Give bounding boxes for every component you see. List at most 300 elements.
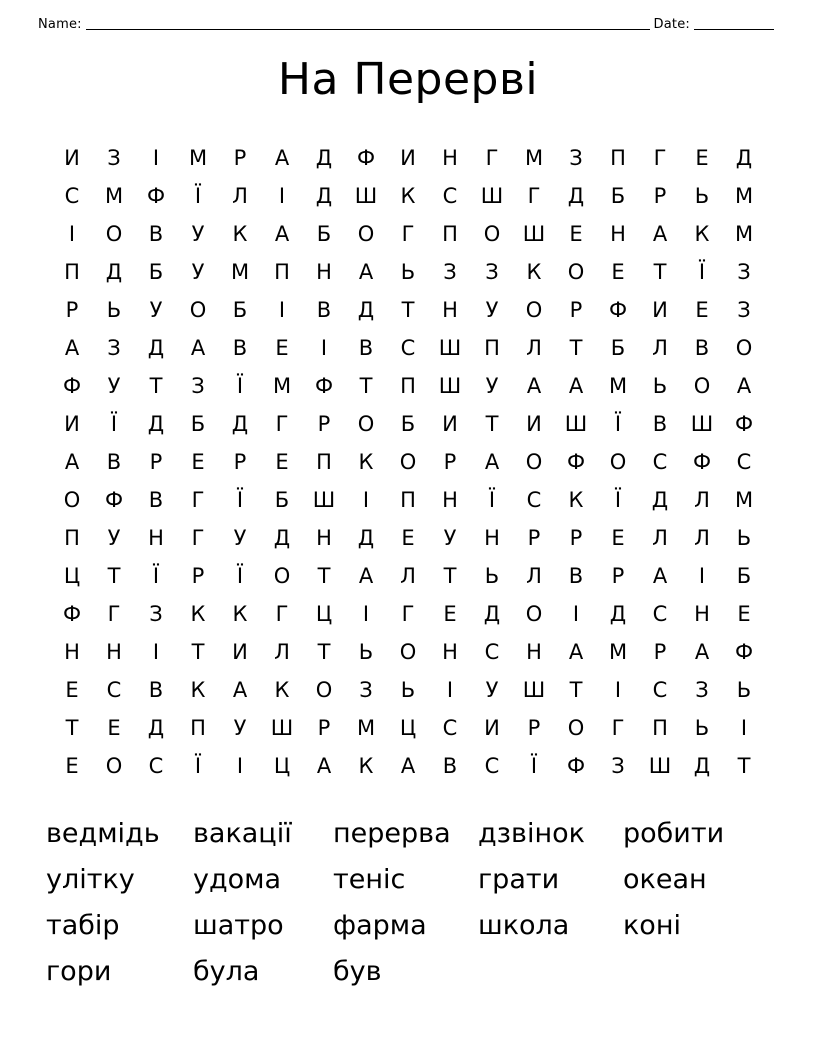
grid-cell[interactable]: П bbox=[484, 336, 500, 360]
grid-cell[interactable]: В bbox=[106, 450, 122, 474]
grid-cell[interactable]: І bbox=[278, 298, 286, 322]
grid-cell[interactable]: С bbox=[652, 678, 668, 702]
grid-cell[interactable]: И bbox=[400, 146, 416, 170]
grid-cell[interactable]: І bbox=[152, 640, 160, 664]
grid-cell[interactable]: Ф bbox=[356, 146, 376, 170]
grid-cell[interactable]: Д bbox=[315, 146, 333, 170]
grid-cell[interactable]: С bbox=[652, 450, 668, 474]
grid-cell[interactable]: Ь bbox=[106, 298, 122, 322]
grid-cell[interactable]: Г bbox=[485, 146, 499, 170]
grid-cell[interactable]: И bbox=[232, 640, 248, 664]
grid-cell[interactable]: В bbox=[148, 678, 164, 702]
grid-cell[interactable]: П bbox=[442, 222, 458, 246]
grid-cell[interactable]: Ш bbox=[312, 488, 336, 512]
grid-cell[interactable]: Н bbox=[484, 526, 500, 550]
grid-cell[interactable]: Ї bbox=[530, 754, 538, 778]
grid-cell[interactable]: Д bbox=[735, 146, 753, 170]
grid-cell[interactable]: Е bbox=[65, 754, 79, 778]
grid-cell[interactable]: Б bbox=[400, 412, 416, 436]
grid-cell[interactable]: Т bbox=[65, 716, 79, 740]
grid-cell[interactable]: М bbox=[608, 374, 628, 398]
grid-cell[interactable]: Н bbox=[694, 602, 710, 626]
grid-cell[interactable]: А bbox=[568, 640, 584, 664]
grid-cell[interactable]: Д bbox=[315, 184, 333, 208]
grid-cell[interactable]: Ь bbox=[736, 526, 752, 550]
grid-cell[interactable]: Д bbox=[651, 488, 669, 512]
grid-cell[interactable]: С bbox=[148, 754, 164, 778]
grid-cell[interactable]: А bbox=[694, 640, 710, 664]
word-list-item[interactable]: удома bbox=[193, 864, 282, 895]
grid-cell[interactable]: Е bbox=[107, 716, 121, 740]
word-list-item[interactable]: була bbox=[193, 956, 260, 987]
grid-cell[interactable]: Ц bbox=[399, 716, 417, 740]
grid-cell[interactable]: Ї bbox=[152, 564, 160, 588]
grid-cell[interactable]: У bbox=[485, 374, 499, 398]
grid-cell[interactable]: У bbox=[191, 260, 205, 284]
grid-cell[interactable]: О bbox=[567, 716, 585, 740]
grid-cell[interactable]: А bbox=[274, 146, 290, 170]
grid-cell[interactable]: М bbox=[608, 640, 628, 664]
grid-cell[interactable]: В bbox=[148, 488, 164, 512]
grid-cell[interactable]: Ф bbox=[566, 450, 586, 474]
grid-cell[interactable]: М bbox=[524, 146, 544, 170]
grid-cell[interactable]: Е bbox=[275, 450, 289, 474]
grid-cell[interactable]: М bbox=[356, 716, 376, 740]
grid-cell[interactable]: Ь bbox=[400, 678, 416, 702]
word-list-item[interactable]: перерва bbox=[333, 818, 451, 849]
grid-cell[interactable]: Е bbox=[275, 336, 289, 360]
grid-cell[interactable]: З bbox=[107, 146, 121, 170]
grid-cell[interactable]: Ф bbox=[104, 488, 124, 512]
grid-cell[interactable]: Р bbox=[233, 146, 247, 170]
grid-cell[interactable]: Т bbox=[443, 564, 457, 588]
grid-cell[interactable]: Ф bbox=[734, 412, 754, 436]
grid-cell[interactable]: Н bbox=[106, 640, 122, 664]
grid-cell[interactable]: Н bbox=[148, 526, 164, 550]
word-list-item[interactable]: океан bbox=[623, 864, 707, 895]
grid-cell[interactable]: П bbox=[610, 146, 626, 170]
grid-cell[interactable]: В bbox=[358, 336, 374, 360]
grid-cell[interactable]: Н bbox=[442, 298, 458, 322]
word-list-item[interactable]: улітку bbox=[46, 864, 135, 895]
grid-cell[interactable]: І bbox=[740, 716, 748, 740]
grid-cell[interactable]: Р bbox=[317, 716, 331, 740]
grid-cell[interactable]: Т bbox=[317, 564, 331, 588]
grid-cell[interactable]: Б bbox=[316, 222, 332, 246]
grid-cell[interactable]: З bbox=[611, 754, 625, 778]
grid-cell[interactable]: Ф bbox=[62, 602, 82, 626]
grid-cell[interactable]: У bbox=[233, 526, 247, 550]
grid-cell[interactable]: А bbox=[358, 260, 374, 284]
grid-cell[interactable]: І bbox=[446, 678, 454, 702]
grid-cell[interactable]: Р bbox=[611, 564, 625, 588]
grid-cell[interactable]: Ш bbox=[690, 412, 714, 436]
grid-cell[interactable]: А bbox=[568, 374, 584, 398]
grid-cell[interactable]: С bbox=[652, 602, 668, 626]
grid-cell[interactable]: Ф bbox=[734, 640, 754, 664]
grid-cell[interactable]: Г bbox=[191, 488, 205, 512]
grid-cell[interactable]: З bbox=[149, 602, 163, 626]
grid-cell[interactable]: З bbox=[485, 260, 499, 284]
grid-cell[interactable]: М bbox=[230, 260, 250, 284]
grid-cell[interactable]: Л bbox=[526, 336, 542, 360]
grid-cell[interactable]: З bbox=[737, 298, 751, 322]
grid-cell[interactable]: К bbox=[358, 450, 374, 474]
grid-cell[interactable]: А bbox=[400, 754, 416, 778]
grid-cell[interactable]: І bbox=[362, 602, 370, 626]
grid-cell[interactable]: У bbox=[107, 374, 121, 398]
grid-cell[interactable]: Ї bbox=[236, 374, 244, 398]
grid-cell[interactable]: І bbox=[614, 678, 622, 702]
word-list-item[interactable]: теніс bbox=[333, 864, 406, 895]
grid-cell[interactable]: Н bbox=[316, 526, 332, 550]
name-input-line[interactable] bbox=[86, 17, 650, 30]
grid-cell[interactable]: О bbox=[357, 222, 375, 246]
grid-cell[interactable]: А bbox=[64, 450, 80, 474]
grid-cell[interactable]: Д bbox=[693, 754, 711, 778]
grid-cell[interactable]: Ш bbox=[354, 184, 378, 208]
grid-cell[interactable]: Ї bbox=[698, 260, 706, 284]
grid-cell[interactable]: З bbox=[107, 336, 121, 360]
grid-cell[interactable]: А bbox=[652, 222, 668, 246]
grid-cell[interactable]: Ф bbox=[146, 184, 166, 208]
grid-cell[interactable]: О bbox=[525, 602, 543, 626]
grid-cell[interactable]: Б bbox=[148, 260, 164, 284]
grid-cell[interactable]: Д bbox=[147, 716, 165, 740]
grid-cell[interactable]: К bbox=[190, 602, 206, 626]
grid-cell[interactable]: Т bbox=[401, 298, 415, 322]
grid-cell[interactable]: Ї bbox=[194, 754, 202, 778]
word-list-item[interactable]: дзвінок bbox=[478, 818, 585, 849]
grid-cell[interactable]: О bbox=[357, 412, 375, 436]
grid-cell[interactable]: Ї bbox=[614, 412, 622, 436]
grid-cell[interactable]: О bbox=[63, 488, 81, 512]
grid-cell[interactable]: Е bbox=[695, 146, 709, 170]
grid-cell[interactable]: Г bbox=[401, 602, 415, 626]
grid-cell[interactable]: Ш bbox=[270, 716, 294, 740]
grid-cell[interactable]: З bbox=[569, 146, 583, 170]
grid-cell[interactable]: В bbox=[442, 754, 458, 778]
grid-cell[interactable]: Ь bbox=[652, 374, 668, 398]
grid-cell[interactable]: П bbox=[190, 716, 206, 740]
grid-cell[interactable]: С bbox=[442, 184, 458, 208]
grid-cell[interactable]: Ш bbox=[564, 412, 588, 436]
grid-cell[interactable]: Д bbox=[567, 184, 585, 208]
grid-cell[interactable]: Е bbox=[401, 526, 415, 550]
grid-cell[interactable]: Н bbox=[64, 640, 80, 664]
grid-cell[interactable]: П bbox=[652, 716, 668, 740]
grid-cell[interactable]: М bbox=[188, 146, 208, 170]
grid-cell[interactable]: Ш bbox=[438, 374, 462, 398]
grid-cell[interactable]: В bbox=[694, 336, 710, 360]
grid-cell[interactable]: П bbox=[64, 260, 80, 284]
grid-cell[interactable]: Ї bbox=[236, 564, 244, 588]
grid-cell[interactable]: Ї bbox=[194, 184, 202, 208]
grid-cell[interactable]: У bbox=[107, 526, 121, 550]
grid-cell[interactable]: Ф bbox=[314, 374, 334, 398]
grid-cell[interactable]: И bbox=[526, 412, 542, 436]
grid-cell[interactable]: П bbox=[64, 526, 80, 550]
grid-cell[interactable]: Н bbox=[442, 146, 458, 170]
grid-cell[interactable]: Ш bbox=[522, 222, 546, 246]
grid-cell[interactable]: Л bbox=[400, 564, 416, 588]
grid-cell[interactable]: Ф bbox=[62, 374, 82, 398]
grid-cell[interactable]: Ш bbox=[522, 678, 546, 702]
grid-cell[interactable]: Ї bbox=[110, 412, 118, 436]
grid-cell[interactable]: Т bbox=[569, 336, 583, 360]
grid-cell[interactable]: І bbox=[152, 146, 160, 170]
grid-cell[interactable]: С bbox=[736, 450, 752, 474]
grid-cell[interactable]: О bbox=[399, 640, 417, 664]
grid-cell[interactable]: Г bbox=[275, 412, 289, 436]
word-list-item[interactable]: школа bbox=[478, 910, 570, 941]
grid-cell[interactable]: Д bbox=[147, 336, 165, 360]
grid-cell[interactable]: О bbox=[399, 450, 417, 474]
grid-cell[interactable]: Ш bbox=[480, 184, 504, 208]
date-input-line[interactable] bbox=[694, 17, 774, 30]
grid-cell[interactable]: Г bbox=[611, 716, 625, 740]
grid-cell[interactable]: Р bbox=[443, 450, 457, 474]
grid-cell[interactable]: Т bbox=[569, 678, 583, 702]
grid-cell[interactable]: Н bbox=[316, 260, 332, 284]
grid-cell[interactable]: Т bbox=[653, 260, 667, 284]
grid-cell[interactable]: Л bbox=[694, 526, 710, 550]
grid-cell[interactable]: П bbox=[400, 374, 416, 398]
word-list-item[interactable]: фарма bbox=[333, 910, 427, 941]
grid-cell[interactable]: А bbox=[652, 564, 668, 588]
grid-cell[interactable]: А bbox=[736, 374, 752, 398]
grid-cell[interactable]: К bbox=[526, 260, 542, 284]
grid-cell[interactable]: І bbox=[236, 754, 244, 778]
grid-cell[interactable]: М bbox=[734, 222, 754, 246]
grid-cell[interactable]: Т bbox=[359, 374, 373, 398]
grid-cell[interactable]: У bbox=[149, 298, 163, 322]
grid-cell[interactable]: З bbox=[737, 260, 751, 284]
word-list-item[interactable]: вакації bbox=[193, 818, 292, 849]
grid-cell[interactable]: Д bbox=[273, 526, 291, 550]
grid-cell[interactable]: Г bbox=[275, 602, 289, 626]
grid-cell[interactable]: А bbox=[358, 564, 374, 588]
grid-cell[interactable]: Л bbox=[652, 336, 668, 360]
grid-cell[interactable]: Е bbox=[611, 526, 625, 550]
grid-cell[interactable]: Е bbox=[443, 602, 457, 626]
grid-cell[interactable]: І bbox=[572, 602, 580, 626]
grid-cell[interactable]: В bbox=[232, 336, 248, 360]
grid-cell[interactable]: М bbox=[734, 488, 754, 512]
grid-cell[interactable]: Р bbox=[569, 298, 583, 322]
grid-cell[interactable]: Н bbox=[442, 488, 458, 512]
grid-cell[interactable]: Б bbox=[232, 298, 248, 322]
grid-cell[interactable]: А bbox=[484, 450, 500, 474]
grid-cell[interactable]: И bbox=[442, 412, 458, 436]
grid-cell[interactable]: К bbox=[190, 678, 206, 702]
grid-cell[interactable]: О bbox=[609, 450, 627, 474]
grid-cell[interactable]: Р bbox=[65, 298, 79, 322]
word-list-item[interactable]: був bbox=[333, 956, 382, 987]
grid-cell[interactable]: Р bbox=[149, 450, 163, 474]
grid-cell[interactable]: О bbox=[273, 564, 291, 588]
grid-cell[interactable]: И bbox=[652, 298, 668, 322]
grid-cell[interactable]: О bbox=[105, 222, 123, 246]
grid-cell[interactable]: Т bbox=[149, 374, 163, 398]
grid-cell[interactable]: Л bbox=[274, 640, 290, 664]
grid-cell[interactable]: Г bbox=[401, 222, 415, 246]
grid-cell[interactable]: О bbox=[693, 374, 711, 398]
grid-cell[interactable]: А bbox=[526, 374, 542, 398]
grid-cell[interactable]: В bbox=[316, 298, 332, 322]
grid-cell[interactable]: Ї bbox=[614, 488, 622, 512]
grid-cell[interactable]: К bbox=[274, 678, 290, 702]
grid-cell[interactable]: Р bbox=[317, 412, 331, 436]
grid-cell[interactable]: Е bbox=[695, 298, 709, 322]
grid-cell[interactable]: П bbox=[316, 450, 332, 474]
grid-cell[interactable]: И bbox=[64, 146, 80, 170]
grid-cell[interactable]: Р bbox=[653, 184, 667, 208]
grid-cell[interactable]: Г bbox=[107, 602, 121, 626]
grid-cell[interactable]: Д bbox=[357, 298, 375, 322]
grid-cell[interactable]: Б bbox=[610, 184, 626, 208]
grid-cell[interactable]: М bbox=[734, 184, 754, 208]
grid-cell[interactable]: М bbox=[104, 184, 124, 208]
grid-cell[interactable]: К bbox=[232, 602, 248, 626]
grid-cell[interactable]: Т bbox=[317, 640, 331, 664]
word-list-item[interactable]: гори bbox=[46, 956, 112, 987]
grid-cell[interactable]: І bbox=[68, 222, 76, 246]
grid-cell[interactable]: Р bbox=[569, 526, 583, 550]
grid-cell[interactable]: К bbox=[358, 754, 374, 778]
grid-cell[interactable]: Б bbox=[274, 488, 290, 512]
word-list-item[interactable]: шатро bbox=[193, 910, 284, 941]
grid-cell[interactable]: І bbox=[320, 336, 328, 360]
grid-cell[interactable]: П bbox=[274, 260, 290, 284]
grid-cell[interactable]: О bbox=[567, 260, 585, 284]
grid-cell[interactable]: З bbox=[443, 260, 457, 284]
grid-cell[interactable]: Е bbox=[65, 678, 79, 702]
grid-cell[interactable]: Е bbox=[737, 602, 751, 626]
grid-cell[interactable]: В bbox=[148, 222, 164, 246]
grid-cell[interactable]: С bbox=[64, 184, 80, 208]
grid-cell[interactable]: О bbox=[189, 298, 207, 322]
grid-cell[interactable]: Т bbox=[737, 754, 751, 778]
grid-cell[interactable]: Д bbox=[105, 260, 123, 284]
grid-cell[interactable]: Ф bbox=[566, 754, 586, 778]
grid-cell[interactable]: Е bbox=[611, 260, 625, 284]
grid-cell[interactable]: Р bbox=[653, 640, 667, 664]
grid-cell[interactable]: З bbox=[695, 678, 709, 702]
grid-cell[interactable]: Ь bbox=[400, 260, 416, 284]
grid-cell[interactable]: Ш bbox=[648, 754, 672, 778]
grid-cell[interactable]: Б bbox=[190, 412, 206, 436]
grid-cell[interactable]: Н bbox=[526, 640, 542, 664]
grid-cell[interactable]: О bbox=[483, 222, 501, 246]
word-list-item[interactable]: коні bbox=[623, 910, 681, 941]
grid-cell[interactable]: О bbox=[315, 678, 333, 702]
grid-cell[interactable]: І bbox=[362, 488, 370, 512]
grid-cell[interactable]: Ц bbox=[63, 564, 81, 588]
grid-cell[interactable]: Р bbox=[527, 716, 541, 740]
grid-cell[interactable]: М bbox=[272, 374, 292, 398]
grid-cell[interactable]: І bbox=[278, 184, 286, 208]
grid-cell[interactable]: У bbox=[233, 716, 247, 740]
grid-cell[interactable]: Г bbox=[191, 526, 205, 550]
grid-cell[interactable]: І bbox=[698, 564, 706, 588]
grid-cell[interactable]: Ь bbox=[736, 678, 752, 702]
grid-cell[interactable]: Б bbox=[736, 564, 752, 588]
grid-cell[interactable]: Д bbox=[231, 412, 249, 436]
grid-cell[interactable]: Е bbox=[569, 222, 583, 246]
grid-cell[interactable]: К bbox=[568, 488, 584, 512]
grid-cell[interactable]: С bbox=[484, 640, 500, 664]
grid-cell[interactable]: У bbox=[191, 222, 205, 246]
grid-cell[interactable]: У bbox=[485, 678, 499, 702]
grid-cell[interactable]: Б bbox=[610, 336, 626, 360]
grid-cell[interactable]: С bbox=[106, 678, 122, 702]
grid-cell[interactable]: А bbox=[316, 754, 332, 778]
word-list-item[interactable]: ведмідь bbox=[46, 818, 160, 849]
grid-cell[interactable]: Е bbox=[191, 450, 205, 474]
grid-cell[interactable]: А bbox=[232, 678, 248, 702]
grid-cell[interactable]: У bbox=[443, 526, 457, 550]
grid-cell[interactable]: Р bbox=[233, 450, 247, 474]
grid-cell[interactable]: Т bbox=[485, 412, 499, 436]
grid-cell[interactable]: Ь bbox=[484, 564, 500, 588]
grid-cell[interactable]: А bbox=[64, 336, 80, 360]
grid-cell[interactable]: Ї bbox=[488, 488, 496, 512]
grid-cell[interactable]: К bbox=[232, 222, 248, 246]
grid-cell[interactable]: Г bbox=[653, 146, 667, 170]
grid-cell[interactable]: Ї bbox=[236, 488, 244, 512]
grid-cell[interactable]: У bbox=[485, 298, 499, 322]
grid-cell[interactable]: Ц bbox=[273, 754, 291, 778]
grid-cell[interactable]: Г bbox=[527, 184, 541, 208]
grid-cell[interactable]: З bbox=[191, 374, 205, 398]
grid-cell[interactable]: И bbox=[64, 412, 80, 436]
grid-cell[interactable]: С bbox=[442, 716, 458, 740]
grid-cell[interactable]: Л bbox=[232, 184, 248, 208]
grid-cell[interactable]: Д bbox=[357, 526, 375, 550]
grid-cell[interactable]: Л bbox=[526, 564, 542, 588]
grid-cell[interactable]: Ф bbox=[692, 450, 712, 474]
grid-cell[interactable]: В bbox=[568, 564, 584, 588]
grid-cell[interactable]: Ь bbox=[694, 716, 710, 740]
grid-cell[interactable]: Ь bbox=[694, 184, 710, 208]
word-search-grid[interactable] bbox=[38, 139, 778, 785]
grid-cell[interactable]: Ф bbox=[608, 298, 628, 322]
grid-cell[interactable]: Р bbox=[527, 526, 541, 550]
grid-cell[interactable]: Д bbox=[609, 602, 627, 626]
grid-cell[interactable]: О bbox=[105, 754, 123, 778]
grid-cell[interactable]: А bbox=[190, 336, 206, 360]
grid-cell[interactable]: Л bbox=[694, 488, 710, 512]
grid-cell[interactable]: С bbox=[484, 754, 500, 778]
grid-cell[interactable]: К bbox=[400, 184, 416, 208]
grid-cell[interactable]: Р bbox=[191, 564, 205, 588]
grid-cell[interactable]: Т bbox=[191, 640, 205, 664]
grid-cell[interactable]: Ц bbox=[315, 602, 333, 626]
grid-cell[interactable]: Т bbox=[107, 564, 121, 588]
grid-cell[interactable]: Н bbox=[442, 640, 458, 664]
word-list-item[interactable]: грати bbox=[478, 864, 560, 895]
grid-cell[interactable]: К bbox=[694, 222, 710, 246]
grid-cell[interactable]: З bbox=[359, 678, 373, 702]
grid-cell[interactable]: С bbox=[526, 488, 542, 512]
grid-cell[interactable]: О bbox=[525, 450, 543, 474]
grid-cell[interactable]: П bbox=[400, 488, 416, 512]
grid-cell[interactable]: А bbox=[274, 222, 290, 246]
grid-cell[interactable]: Н bbox=[610, 222, 626, 246]
grid-cell[interactable]: Д bbox=[147, 412, 165, 436]
grid-cell[interactable]: О bbox=[525, 298, 543, 322]
